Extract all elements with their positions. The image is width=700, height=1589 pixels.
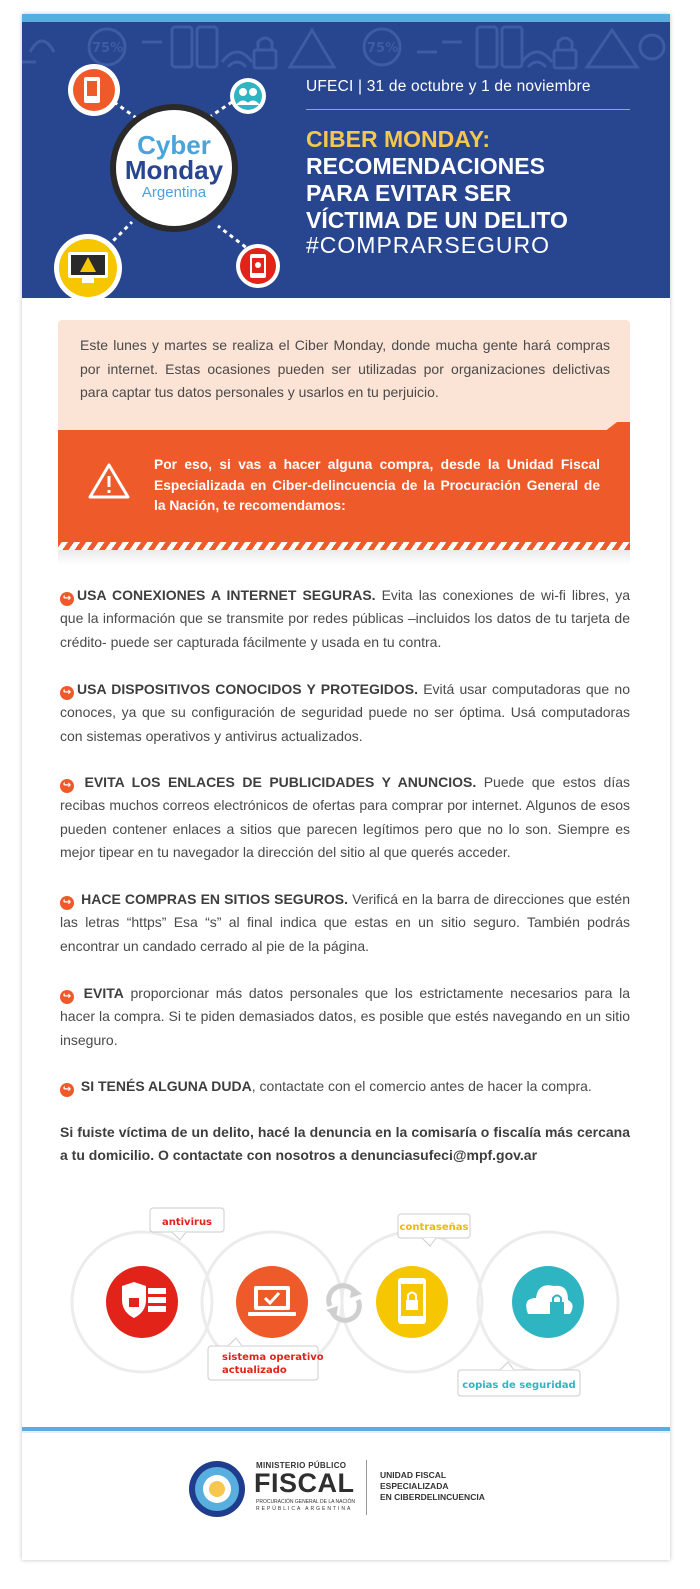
hashtag: #COMPRARSEGURO: [306, 232, 551, 258]
monitor-warning-icon: [54, 234, 122, 298]
event-date: UFECI | 31 de octubre y 1 de noviembre: [306, 78, 591, 95]
org-big-title: FISCAL: [254, 1468, 355, 1498]
tip-item: [60, 888, 630, 958]
logo-line-3: Argentina: [141, 184, 207, 201]
badge-75-right: 75%: [367, 41, 399, 56]
logo-line-2: Monday: [124, 155, 224, 185]
tip-body: , contactate con el comercio antes de hacer la compra.: [251, 1078, 592, 1094]
tip-title: HACE COMPRAS EN SITIOS SEGUROS.: [77, 891, 349, 907]
warning-text: Por eso, si vas a hacer alguna compra, desde la Unidad Fiscal Especializada en Ciber-delincuencia de la Procuración General de la Nación, te recomendamos:: [154, 457, 600, 513]
phone-chat-icon: [68, 64, 120, 116]
tip-body: proporcionar más datos personales que los estrictamente necesarios para la hacer la compra. Si te piden demasiados datos, es posible que estés navegando en un sitio inseguro.: [60, 985, 631, 1048]
warning-stripes: [58, 542, 630, 550]
arrow-bullet-icon: ↪: [60, 592, 74, 606]
hero-divider: [306, 109, 630, 110]
tip-title: EVITA LOS ENLACES DE PUBLICIDADES Y ANUNCIOS.: [77, 774, 477, 790]
flyer: [22, 14, 670, 1560]
logo-line-1: Cyber: [137, 130, 211, 160]
arrow-bullet-icon: ↪: [60, 779, 74, 793]
arrow-bullet-icon: ↪: [60, 686, 74, 700]
firewall-icon: [106, 1266, 178, 1338]
phone-eye-icon: [236, 244, 280, 288]
tip-item: [60, 982, 630, 1052]
intro-text: Este lunes y martes se realiza el Ciber Monday, donde mucha gente hará compras por internet. Estas ocasiones pueden ser utilizadas por organizaciones delictivas para captar tus datos personales y usarlos en tu perjuicio.: [80, 337, 610, 400]
arrow-bullet-icon: ↪: [60, 1083, 74, 1097]
badge-75-left: 75%: [92, 41, 124, 56]
tip-item: [60, 771, 630, 864]
title-line-1: RECOMENDACIONES: [306, 153, 545, 179]
svg-text:sistema operativo: sistema operativo: [222, 1352, 324, 1363]
svg-text:antivirus: antivirus: [161, 1217, 213, 1228]
tip-title: SI TENÉS ALGUNA DUDA: [77, 1078, 252, 1094]
tip-body: Evitá usar computadoras que no conoces, ya que su configuración de seguridad puede no ser óptima. Usá computadoras con sistemas operativos y antivirus actualizados.: [60, 681, 630, 744]
unit-line-3: EN CIBERDELINCUENCIA: [380, 1492, 485, 1502]
unit-name: [380, 1470, 520, 1503]
arrow-bullet-icon: ↪: [60, 896, 74, 910]
tip-title: EVITA: [77, 985, 124, 1001]
arrow-bullet-icon: ↪: [60, 990, 74, 1004]
tip-item: [60, 584, 630, 654]
title-highlight: CIBER MONDAY:: [306, 126, 491, 152]
security-illustration: [22, 1194, 670, 1414]
title-line-3: VÍCTIMA DE UN DELITO: [306, 207, 568, 233]
svg-text:contraseñas: contraseñas: [399, 1222, 469, 1233]
warning-triangle-icon: [88, 462, 130, 500]
svg-text:actualizado: actualizado: [222, 1365, 287, 1376]
svg-text:copias de seguridad: copias de seguridad: [462, 1380, 576, 1391]
footer-divider-light: [22, 1431, 670, 1433]
mpf-sun-logo-icon: [188, 1460, 246, 1518]
footer-separator: [366, 1460, 367, 1515]
laptop-check-icon: [236, 1266, 308, 1338]
passwords-label: [398, 1214, 470, 1246]
warning-box: [58, 430, 630, 542]
org-small-title: MINISTERIO PÚBLICO: [256, 1461, 347, 1470]
unit-line-2: ESPECIALIZADA: [380, 1481, 449, 1491]
tip-title: USA DISPOSITIVOS CONOCIDOS Y PROTEGIDOS.: [77, 681, 419, 697]
os-label: [208, 1338, 324, 1380]
org-subtitle: PROCURACIÓN GENERAL DE LA NACIÓN: [256, 1499, 356, 1505]
warning-shadow: [58, 550, 630, 564]
tip-title: USA CONEXIONES A INTERNET SEGURAS.: [77, 587, 376, 603]
title-line-2: PARA EVITAR SER: [306, 180, 512, 206]
hero-banner: [22, 22, 670, 298]
phone-lock-icon: [376, 1266, 448, 1338]
cyber-monday-logo: [110, 104, 238, 232]
org-country: REPÚBLICA ARGENTINA: [256, 1506, 353, 1512]
intro-box: [58, 320, 630, 430]
tip-body: Evita las conexiones de wi-fi libres, ya que la información que se transmite por redes públicas –incluidos los datos de tu tarjeta de crédito- puede ser capturada fácilmente y usada en tu contra.: [60, 587, 630, 650]
tip-body: Puede que estos días recibas muchos correos electrónicos de ofertas para comprar por internet. Algunos de esos pueden contener enlaces a sitios que parecen legítimos pero que no lo son. Siempre es mejor tipear en tu navegador la dirección del sitio al que querés acceder.: [60, 774, 631, 860]
cloud-lock-icon: [512, 1266, 584, 1338]
tip-body: Verificá en la barra de direcciones que estén las letras “https” Esa “s” al final indica que estas en un sitio seguro. También podrás encontrar un candado cerrado al pie de la página.: [60, 891, 630, 954]
tip-item: [60, 1075, 630, 1098]
unit-line-1: UNIDAD FISCAL: [380, 1470, 447, 1480]
contact-note: Si fuiste víctima de un delito, hacé la denuncia en la comisaría o fiscalía más cercana a tu domicilio. O contactate con nosotros a denunciasufeci@mpf.gov.ar: [60, 1124, 630, 1164]
top-strip: [22, 14, 670, 22]
tip-item: [60, 678, 630, 748]
users-icon: [230, 78, 266, 114]
hero-title: [306, 126, 646, 234]
